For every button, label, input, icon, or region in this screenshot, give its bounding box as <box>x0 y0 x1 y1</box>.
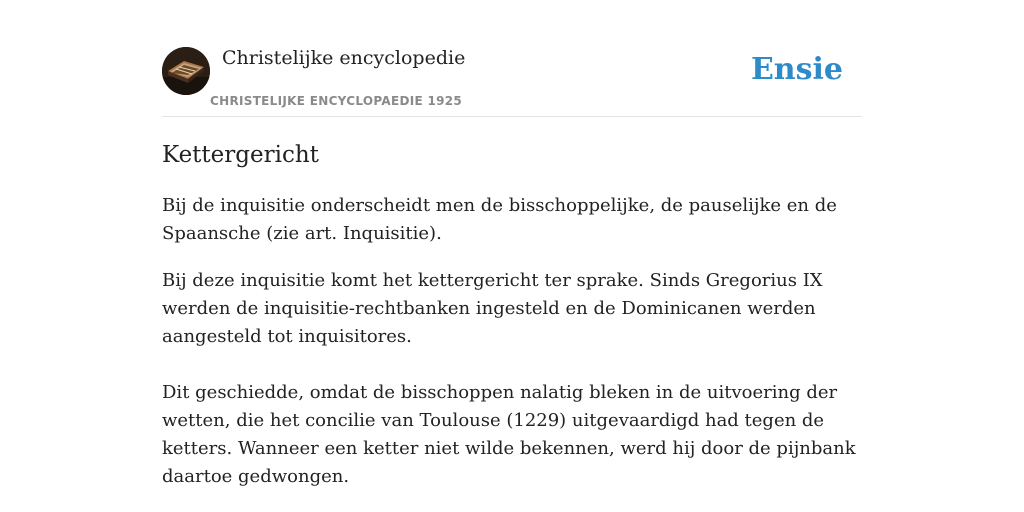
header <box>162 46 862 117</box>
article-paragraph: Bij deze inquisitie komt het kettergericht ter sprake. Sinds Gregorius IX werden de inquisitie-rechtbanken ingesteld en de Dominicanen werden aangesteld tot inquisitores. <box>162 270 823 347</box>
article-paragraph: Dit geschiedde, omdat de bisschoppen nalatig bleken in de uitvoering der wetten, die het concilie van Toulouse (1229) uitgevaardigd had tegen de ketters. Wanneer een ketter niet wilde bekennen, werd hij door de pijnbank daartoe gedwongen. <box>162 382 856 487</box>
site-subtitle: CHRISTELIJKE ENCYCLOPAEDIE 1925 <box>210 94 463 108</box>
encyclopedia-avatar[interactable] <box>162 47 210 95</box>
article-body <box>162 192 872 491</box>
book-image-icon <box>162 47 210 95</box>
brand-logo[interactable]: Ensie <box>750 52 843 87</box>
article-title: Kettergericht <box>162 142 319 168</box>
site-title[interactable]: Christelijke encyclopedie <box>222 47 466 69</box>
article-paragraph: Bij de inquisitie onderscheidt men de bisschoppelijke, de pauselijke en de Spaansche (zie art. Inquisitie). <box>162 195 837 244</box>
